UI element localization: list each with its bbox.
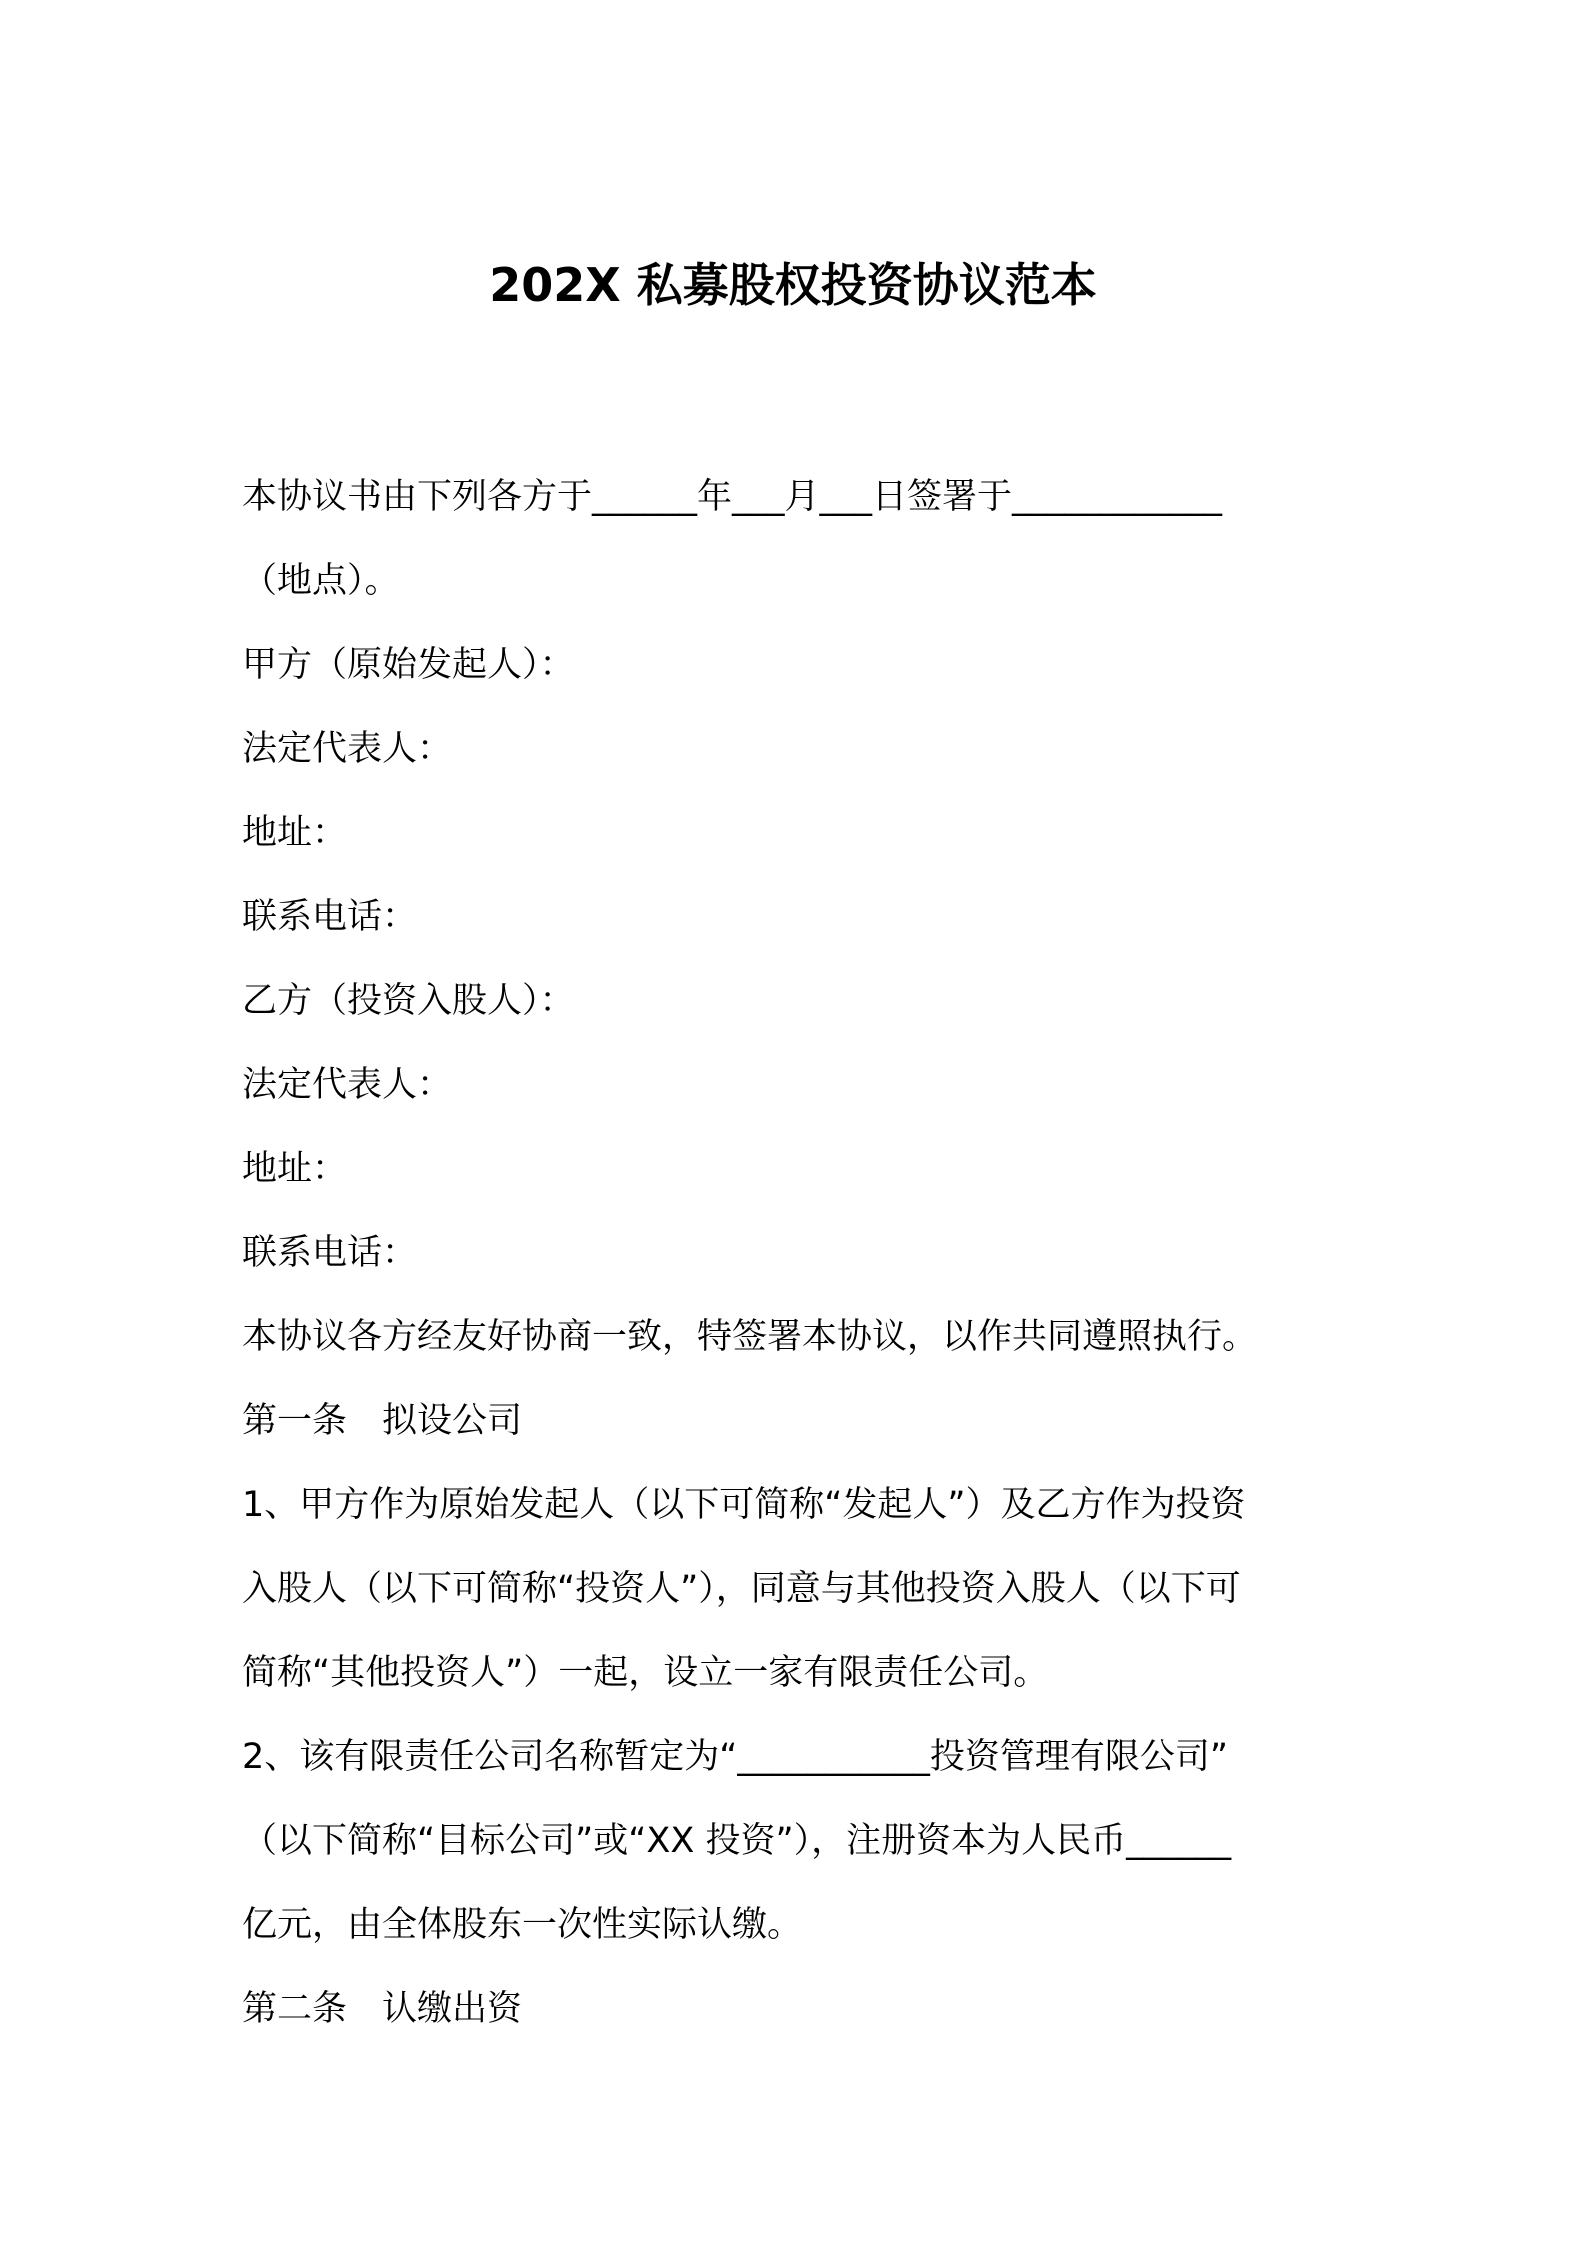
party-b-heading: 乙方（投资入股人）： [242, 981, 575, 1021]
article-1-item-2-line-3: 亿元，由全体股东一次性实际认缴。 [242, 1905, 803, 1945]
paragraph-line-signing-date: 本协议书由下列各方于______年___月___日签署于____________ [242, 477, 1223, 517]
party-b-phone: 联系电话： [242, 1233, 418, 1273]
party-a-heading: 甲方（原始发起人）： [242, 645, 575, 685]
party-a-address: 地址： [242, 813, 348, 853]
article-1-item-1-line-2: 入股人（以下可简称“投资人”），同意与其他投资入股人（以下可 [242, 1569, 1241, 1609]
article-1-heading: 第一条 拟设公司 [242, 1401, 523, 1441]
party-a-legal-rep: 法定代表人： [242, 729, 453, 769]
party-b-legal-rep: 法定代表人： [242, 1065, 453, 1105]
party-b-address: 地址： [242, 1149, 348, 1189]
document-body [242, 455, 1354, 2051]
party-a-phone: 联系电话： [242, 897, 418, 937]
article-2-heading: 第二条 认缴出资 [242, 1989, 523, 2029]
article-1-item-2-line-2: （以下简称“目标公司”或“XX 投资”），注册资本为人民币______ [242, 1821, 1232, 1861]
document-title: 202X 私募股权投资协议范本 [489, 258, 1097, 312]
paragraph-line-location: （地点）。 [242, 561, 400, 601]
agreement-intro: 本协议各方经友好协商一致，特签署本协议，以作共同遵照执行。 [242, 1317, 1258, 1357]
article-1-item-1-line-3: 简称“其他投资人”）一起，设立一家有限责任公司。 [242, 1653, 1049, 1693]
article-1-item-2-line-1: 2、该有限责任公司名称暂定为“___________投资管理有限公司” [242, 1737, 1229, 1777]
article-1-item-1-line-1: 1、甲方作为原始发起人（以下可简称“发起人”）及乙方作为投资 [242, 1485, 1246, 1525]
